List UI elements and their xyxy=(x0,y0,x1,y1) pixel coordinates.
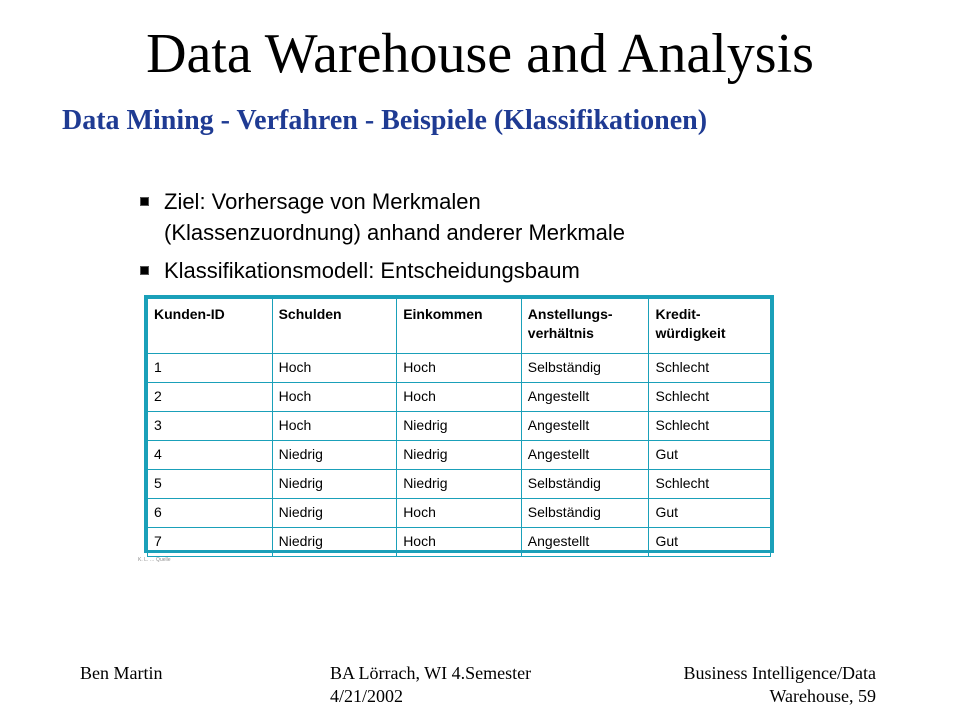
column-header-kreditwuerdigkeit: Kredit- würdigkeit xyxy=(649,299,771,354)
bullet-item xyxy=(138,255,625,286)
table-cell: Angestellt xyxy=(521,383,649,412)
column-header-einkommen: Einkommen xyxy=(397,299,522,354)
table-cell: Niedrig xyxy=(272,441,397,470)
table-cell: Hoch xyxy=(397,354,522,383)
table-cell: Niedrig xyxy=(272,470,397,499)
table-cell: 6 xyxy=(148,499,273,528)
table-cell: Gut xyxy=(649,499,771,528)
table-cell: Niedrig xyxy=(397,441,522,470)
table-cell: Schlecht xyxy=(649,412,771,441)
slide-title: Data Warehouse and Analysis xyxy=(146,23,814,85)
table-row xyxy=(148,383,771,412)
table-cell: Hoch xyxy=(397,499,522,528)
footer-page-info: Business Intelligence/Data Warehouse, 59 xyxy=(683,663,876,706)
table-row xyxy=(148,354,771,383)
table-cell: Hoch xyxy=(397,383,522,412)
table-cell: Selbständig xyxy=(521,354,649,383)
table-cell: Hoch xyxy=(272,412,397,441)
table-cell: 5 xyxy=(148,470,273,499)
square-bullet-icon xyxy=(140,266,149,275)
table-cell: Schlecht xyxy=(649,383,771,412)
table-header-row xyxy=(148,299,771,354)
table-cell: Selbständig xyxy=(521,499,649,528)
table-cell: Schlecht xyxy=(649,470,771,499)
slide-subtitle: Data Mining - Verfahren - Beispiele (Klassifikationen) xyxy=(62,105,708,136)
table-cell: Hoch xyxy=(272,383,397,412)
table-cell: 1 xyxy=(148,354,273,383)
table-cell: 7 xyxy=(148,528,273,557)
table-cell: 3 xyxy=(148,412,273,441)
bullet-text: Klassifikationsmodell: Entscheidungsbaum xyxy=(164,258,580,283)
table-cell: Gut xyxy=(649,441,771,470)
table-row xyxy=(148,412,771,441)
square-bullet-icon xyxy=(140,197,149,206)
table-cell: Angestellt xyxy=(521,441,649,470)
table-row xyxy=(148,499,771,528)
table-cell: 4 xyxy=(148,441,273,470)
footer-course-date: BA Lörrach, WI 4.Semester 4/21/2002 xyxy=(330,663,532,706)
table-cell: Angestellt xyxy=(521,528,649,557)
table-row xyxy=(148,441,771,470)
table-cell: Hoch xyxy=(272,354,397,383)
table-cell: Gut xyxy=(649,528,771,557)
classification-table-frame xyxy=(144,295,774,553)
table-row xyxy=(148,528,771,557)
table-cell: Angestellt xyxy=(521,412,649,441)
table-cell: Schlecht xyxy=(649,354,771,383)
table-cell: 2 xyxy=(148,383,273,412)
table-cell: Niedrig xyxy=(272,499,397,528)
bullet-item xyxy=(138,186,625,248)
table-cell: Niedrig xyxy=(272,528,397,557)
source-note: K. L. … Quelle xyxy=(138,557,171,563)
bullet-list xyxy=(138,186,625,293)
classification-table xyxy=(147,298,771,557)
table-row xyxy=(148,470,771,499)
column-header-anstellungsverhaeltnis: Anstellungs- verhältnis xyxy=(521,299,649,354)
column-header-kunden-id: Kunden-ID xyxy=(148,299,273,354)
bullet-text: Ziel: Vorhersage von Merkmalen (Klassenzuordnung) anhand anderer Merkmale xyxy=(164,189,626,245)
table-cell: Niedrig xyxy=(397,470,522,499)
table-cell: Selbständig xyxy=(521,470,649,499)
table-cell: Niedrig xyxy=(397,412,522,441)
table-cell: Hoch xyxy=(397,528,522,557)
footer-author: Ben Martin xyxy=(80,663,163,683)
column-header-schulden: Schulden xyxy=(272,299,397,354)
